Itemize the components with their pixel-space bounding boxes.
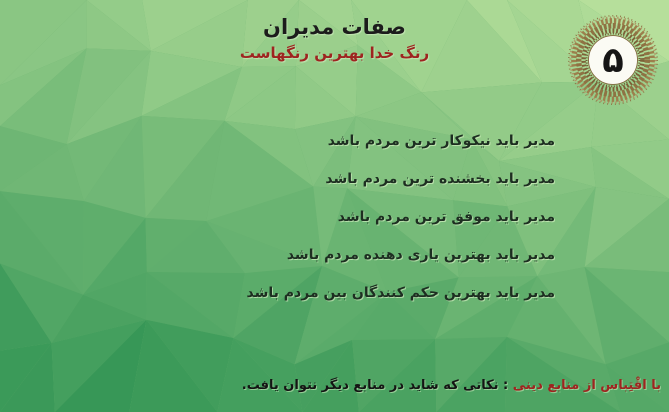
bullet-list bbox=[247, 122, 555, 312]
footer-source-label: با اقْتِباس از منابع دينى bbox=[512, 378, 661, 393]
bullet-line: مدير بايد بهترين حكم كنندگان بين مردم باشد bbox=[246, 285, 555, 301]
bullet-line: مدير بايد بخشنده ترين مردم باشد bbox=[325, 171, 555, 187]
footer-note-text: : نكاتى كه شايد در منابع ديگر نتوان يافت. bbox=[241, 378, 509, 393]
slide-number-badge bbox=[566, 13, 660, 107]
slide-title: صفات مديران bbox=[263, 15, 406, 39]
bullet-line: مدير بايد بهترين يارى دهنده مردم باشد bbox=[286, 247, 555, 263]
slide-number: ۵ bbox=[602, 39, 624, 81]
slide-subtitle: رنگ خدا بهترين رنگهاست bbox=[239, 44, 430, 62]
footer-citation bbox=[242, 375, 661, 397]
bullet-line: مدير بايد نيكوكار ترين مردم باشد bbox=[327, 133, 555, 149]
bullet-line: مدير بايد موفق ترين مردم باشد bbox=[337, 209, 555, 225]
